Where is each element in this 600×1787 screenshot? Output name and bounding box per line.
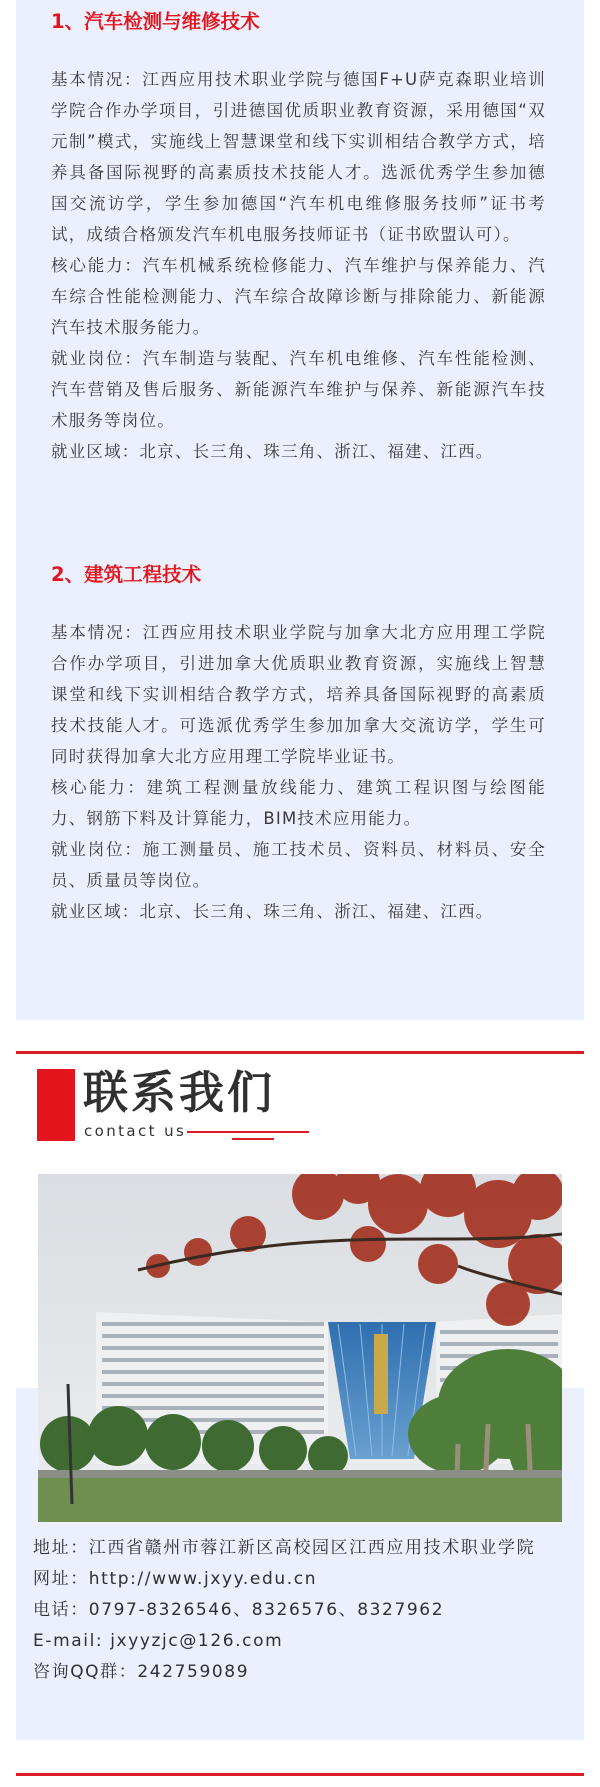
program-title: 1、汽车检测与维修技术: [51, 10, 260, 33]
program-title: 2、建筑工程技术: [51, 563, 202, 586]
core-ability-paragraph: 核心能力：汽车机械系统检修能力、汽车维护与保养能力、汽车综合性能检测能力、汽车综合故障诊断与排除能力、新能源汽车技术服务能力。: [51, 256, 546, 337]
employment-region-paragraph: 就业区域：北京、长三角、珠三角、浙江、福建、江西。: [51, 902, 494, 921]
core-ability-paragraph: 核心能力：建筑工程测量放线能力、建筑工程识图与绘图能力、钢筋下料及计算能力，BIM技术应用能力。: [51, 778, 546, 828]
contact-heading: [37, 1066, 287, 1144]
program-section-2: [51, 563, 546, 927]
decorative-line: [187, 1131, 309, 1133]
qq-group-text: 咨询QQ群：242759089: [33, 1662, 250, 1682]
campus-photo: [38, 1174, 562, 1522]
contact-title: 联系我们: [83, 1066, 276, 1119]
job-positions-paragraph: 就业岗位：汽车制造与装配、汽车机电维修、汽车性能检测、汽车营销及售后服务、新能源汽车维护与保养、新能源汽车技术服务等岗位。: [51, 349, 546, 430]
contact-info: [33, 1533, 563, 1688]
employment-region-paragraph: 就业区域：北京、长三角、珠三角、浙江、福建、江西。: [51, 442, 494, 461]
heading-accent-block: [37, 1069, 75, 1141]
email-text[interactable]: E-mail: jxyyzjc@126.com: [33, 1631, 284, 1651]
basic-info-paragraph: 基本情况：江西应用技术职业学院与加拿大北方应用理工学院合作办学项目，引进加拿大优质职业教育资源，实施线上智慧课堂和线下实训相结合教学方式，培养具备国际视野的高素质技术技能人才。可选派优秀学生参加加拿大交流访学，学生可同时获得加拿大北方应用理工学院毕业证书。: [51, 623, 546, 766]
section-divider: [16, 1051, 584, 1054]
website-link[interactable]: 网址：http://www.jxyy.edu.cn: [33, 1569, 318, 1589]
phone-text: 电话：0797-8326546、8326576、8327962: [33, 1600, 445, 1620]
bottom-divider: [16, 1773, 584, 1776]
address-text: 地址：江西省赣州市蓉江新区高校园区江西应用技术职业学院: [33, 1538, 536, 1558]
decorative-line: [232, 1138, 274, 1140]
basic-info-paragraph: 基本情况：江西应用技术职业学院与德国F+U萨克森职业培训学院合作办学项目，引进德国优质职业教育资源，采用德国“双元制”模式，实施线上智慧课堂和线下实训相结合教学方式，培养具备国际视野的高素质技术技能人才。选派优秀学生参加德国交流访学，学生参加德国“汽车机电维修服务技师”证书考试，成绩合格颁发汽车机电服务技师证书（证书欧盟认可）。: [51, 70, 546, 244]
program-section-1: [51, 10, 546, 467]
contact-subtitle: contact us: [84, 1122, 187, 1140]
job-positions-paragraph: 就业岗位：施工测量员、施工技术员、资料员、材料员、安全员、质量员等岗位。: [51, 840, 546, 890]
